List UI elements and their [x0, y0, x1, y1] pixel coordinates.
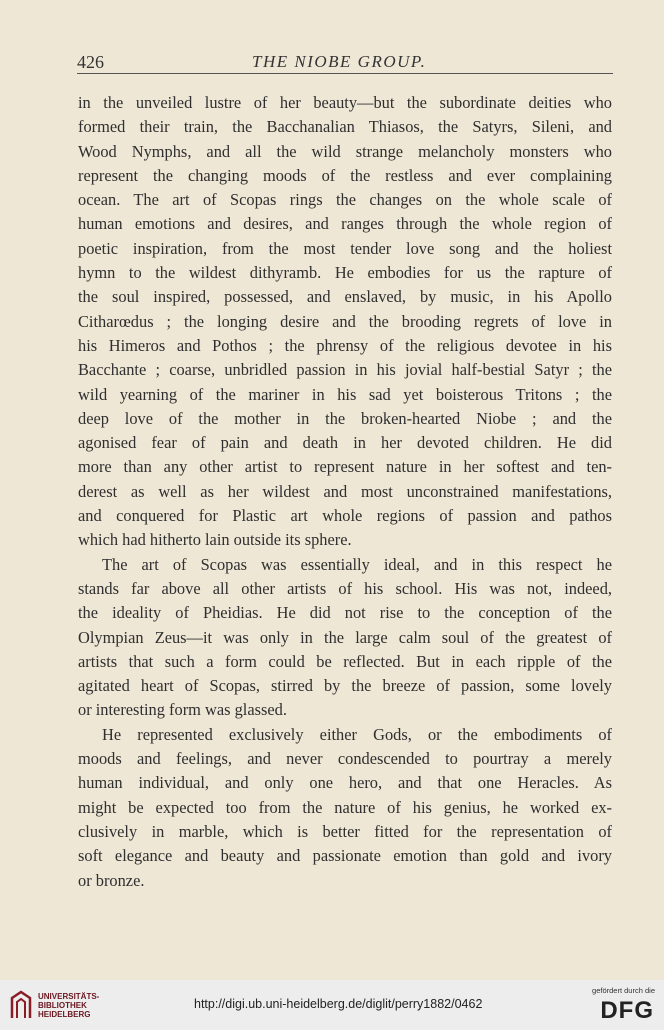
text-line: in the unveiled lustre of her beauty—but the subordinate deities who — [78, 93, 612, 112]
running-title: THE NIOBE GROUP. — [252, 52, 427, 71]
paragraph — [78, 553, 612, 723]
text-line: soft elegance and beauty and passionate emotion than gold and ivory — [78, 846, 612, 866]
text-line: stands far above all other artists of his school. His was not, indeed, — [78, 578, 612, 598]
text-line: Bacchante ; coarse, unbridled passion in his jovial half-bestial Satyr ; the — [78, 360, 612, 380]
text-line: which had hitherto lain outside its sphere. — [78, 530, 352, 550]
text-line: Olympian Zeus—it was only in the large calm soul of the greatest of — [78, 627, 612, 647]
funded-by-label: gefördert durch die — [592, 986, 655, 995]
text-line: human individual, and only one hero, and that one Heracles. As — [78, 773, 612, 793]
text-line: agitated heart of Scopas, stirred by the breeze of passion, some lovely — [78, 676, 612, 696]
text-line: more than any other artist to represent nature in her softest and ten- — [78, 457, 612, 477]
text-line: The art of Scopas was essentially ideal, and in this respect he — [102, 554, 612, 574]
university-name-line: HEIDELBERG — [38, 1010, 91, 1019]
text-line: poetic inspiration, from the most tender love song and the holiest — [78, 238, 612, 258]
text-line: or interesting form was glassed. — [78, 700, 287, 720]
text-line: human emotions and desires, and ranges through the whole region of — [78, 214, 612, 234]
body-text — [78, 91, 612, 893]
dfg-logo: DFG — [600, 997, 654, 1024]
text-line: artists that such a form could be reflected. But in each ripple of the — [78, 651, 612, 671]
paragraph — [78, 91, 612, 553]
text-line: derest as well as her wildest and most unconstrained manifestations, — [78, 481, 612, 501]
text-line: the soul inspired, possessed, and enslaved, by music, in his Apollo — [78, 287, 612, 307]
header-rule — [77, 73, 613, 74]
text-line: agonised fear of pain and death in her devoted children. He did — [78, 433, 612, 453]
paragraph — [78, 723, 612, 893]
text-line: or bronze. — [78, 870, 145, 890]
text-line: formed their train, the Bacchanalian Thiasos, the Satyrs, Sileni, and — [78, 117, 612, 137]
text-line: his Himeros and Pothos ; the phrensy of the religious devotee in his — [78, 335, 612, 355]
university-name — [38, 992, 99, 1019]
page-number: 426 — [77, 52, 104, 72]
text-line: He represented exclusively either Gods, or the embodiments of — [102, 724, 612, 744]
text-line: the ideality of Pheidias. He did not rise to the conception of the — [78, 603, 612, 623]
text-line: moods and feelings, and never condescended to pourtray a merely — [78, 749, 612, 769]
text-line: Citharœdus ; the longing desire and the brooding regrets of love in — [78, 311, 612, 331]
university-name-line: UNIVERSITÄTS- — [38, 992, 100, 1001]
text-line: wild yearning of the mariner in his sad yet boisterous Tritons ; the — [78, 384, 612, 404]
text-line: deep love of the mother in the broken-hearted Niobe ; and the — [78, 408, 612, 428]
text-line: represent the changing moods of the restless and ever complaining — [78, 165, 612, 185]
university-logo-icon — [8, 988, 34, 1022]
university-name-line: BIBLIOTHEK — [38, 1001, 87, 1010]
text-line: ocean. The art of Scopas rings the changes on the whole scale of — [78, 190, 612, 210]
viewer-footer — [0, 980, 664, 1030]
text-line: might be expected too from the nature of his genius, he worked ex- — [78, 797, 612, 817]
permalink-url[interactable]: http://digi.ub.uni-heidelberg.de/diglit/perry1882/0462 — [194, 997, 483, 1011]
text-line: and conquered for Plastic art whole regions of passion and pathos — [78, 506, 612, 526]
text-line: Wood Nymphs, and all the wild strange melancholy monsters who — [78, 141, 612, 161]
text-line: clusively in marble, which is better fitted for the representation of — [78, 821, 612, 841]
text-line: hymn to the wildest dithyramb. He embodies for us the rapture of — [78, 263, 612, 283]
